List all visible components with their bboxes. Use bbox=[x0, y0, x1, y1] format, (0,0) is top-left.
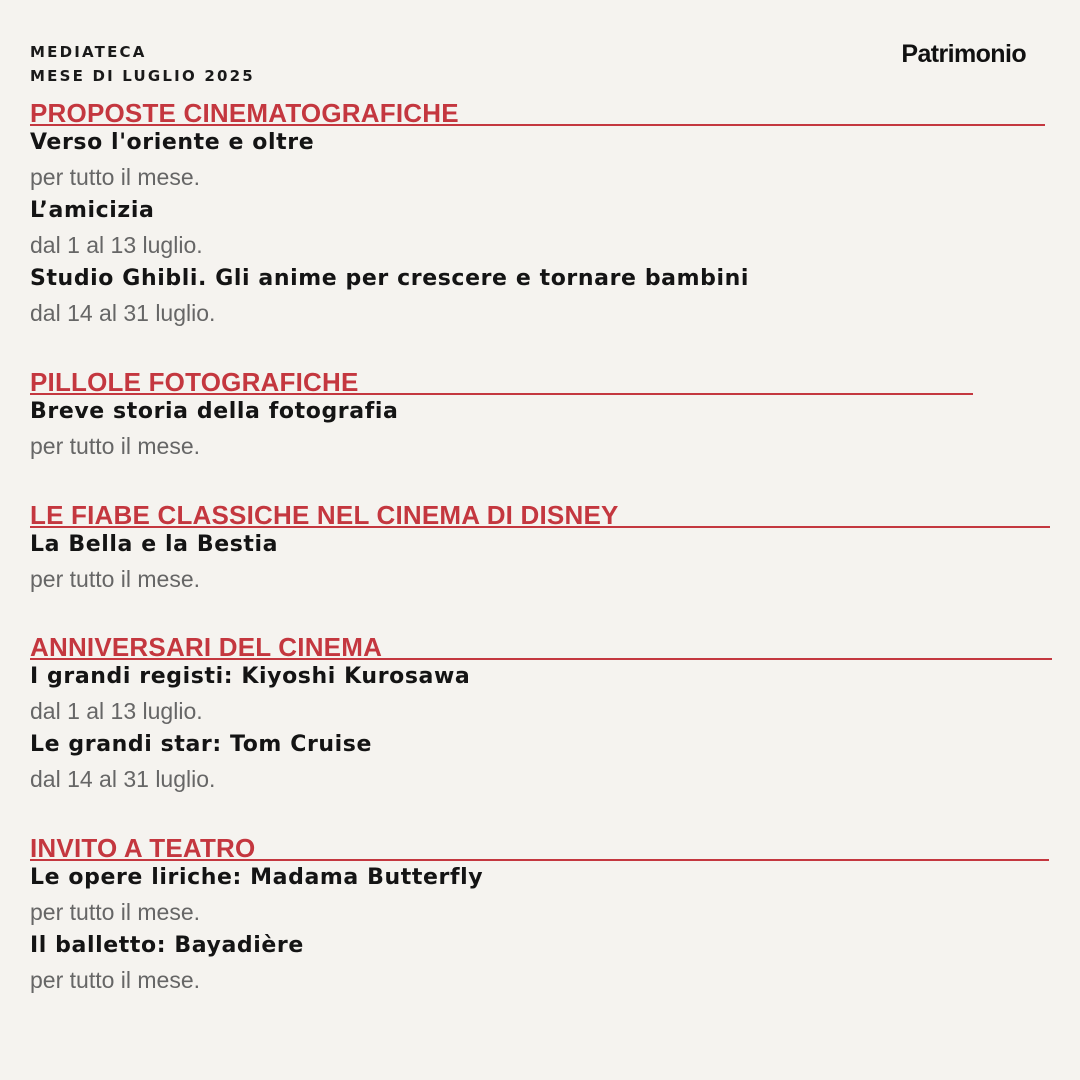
section-proposte-cinematografiche bbox=[30, 94, 1045, 330]
header-left bbox=[30, 40, 255, 88]
entry-date: per tutto il mese. bbox=[30, 967, 201, 993]
section-title: ANNIVERSARI DEL CINEMA bbox=[30, 632, 383, 662]
entry-date: dal 1 al 13 luglio. bbox=[30, 698, 203, 724]
section-title: PROPOSTE CINEMATOGRAFICHE bbox=[30, 98, 459, 128]
entry-title: Breve storia della fotografia bbox=[30, 399, 399, 424]
section-heading bbox=[30, 496, 1050, 528]
section-heading bbox=[30, 829, 1049, 861]
entry-date: per tutto il mese. bbox=[30, 899, 201, 925]
entry-date: dal 1 al 13 luglio. bbox=[30, 232, 203, 258]
entry-date: dal 14 al 31 luglio. bbox=[30, 300, 216, 326]
entry-date: dal 14 al 31 luglio. bbox=[30, 766, 216, 792]
section-pillole-fotografiche bbox=[30, 363, 973, 463]
entry-date: per tutto il mese. bbox=[30, 566, 201, 592]
entry-title: Le grandi star: Tom Cruise bbox=[30, 732, 373, 757]
header-label: MEDIATECA bbox=[30, 43, 147, 61]
entry-date: per tutto il mese. bbox=[30, 433, 201, 459]
section-heading bbox=[30, 363, 973, 395]
entry-title: L’amicizia bbox=[30, 198, 155, 223]
section-title: LE FIABE CLASSICHE NEL CINEMA DI DISNEY bbox=[30, 500, 619, 530]
entry-title: Le opere liriche: Madama Butterfly bbox=[30, 865, 484, 890]
entry-title: Studio Ghibli. Gli anime per crescere e tornare bambini bbox=[30, 266, 750, 291]
header-month: MESE DI LUGLIO 2025 bbox=[30, 67, 255, 85]
section-invito-teatro bbox=[30, 829, 1049, 997]
section-heading bbox=[30, 628, 1052, 660]
entry-title: Il balletto: Bayadière bbox=[30, 933, 304, 958]
section-anniversari-cinema bbox=[30, 628, 1052, 796]
brand-logo: Patrimonio bbox=[901, 40, 1026, 68]
section-fiabe-disney bbox=[30, 496, 1050, 596]
entry-title: Verso l'oriente e oltre bbox=[30, 130, 315, 155]
entry-title: I grandi registi: Kiyoshi Kurosawa bbox=[30, 664, 471, 689]
section-title: PILLOLE FOTOGRAFICHE bbox=[30, 367, 359, 397]
section-title: INVITO A TEATRO bbox=[30, 833, 256, 863]
entry-title: La Bella e la Bestia bbox=[30, 532, 279, 557]
section-heading bbox=[30, 94, 1045, 126]
entry-date: per tutto il mese. bbox=[30, 164, 201, 190]
